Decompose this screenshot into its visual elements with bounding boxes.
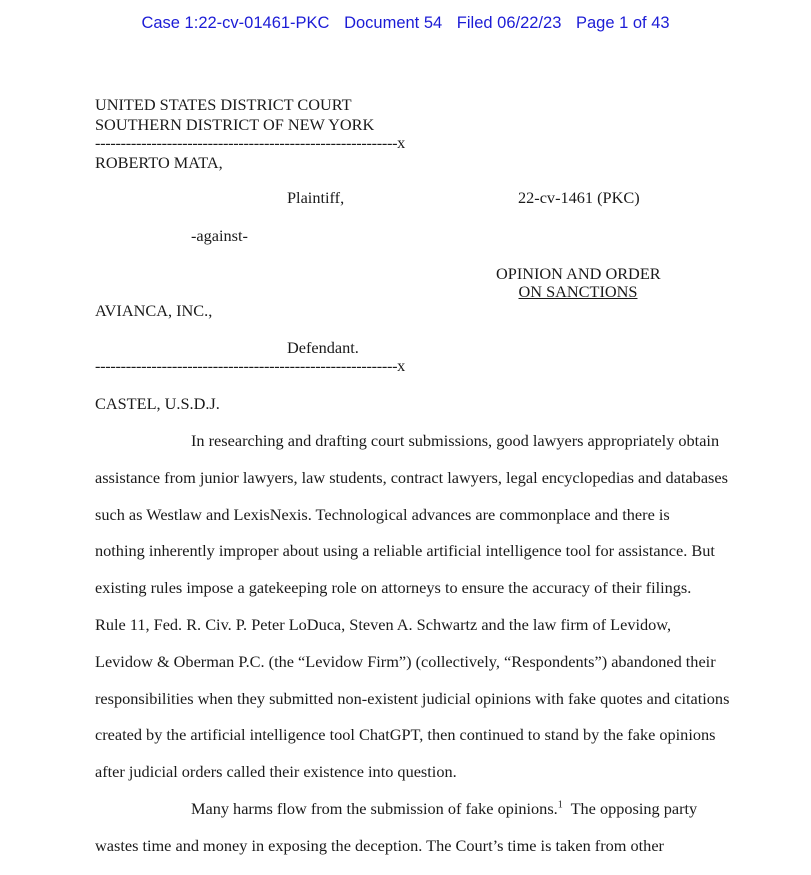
case-number: 22-cv-1461 (PKC) — [518, 188, 640, 207]
judge-name: CASTEL, U.S.D.J. — [95, 394, 220, 413]
paragraph2-text-rest: The opposing party — [562, 799, 698, 818]
body-line: responsibilities when they submitted non-existent judicial opinions with fake quotes and citations — [95, 689, 730, 708]
caption-rule-top: -----------------------------------------------------------x — [95, 133, 406, 152]
document-title-line1: OPINION AND ORDER — [496, 264, 661, 283]
body-line: In researching and drafting court submissions, good lawyers appropriately obtain — [191, 431, 720, 450]
body-line: such as Westlaw and LexisNexis. Technological advances are commonplace and there is — [95, 505, 670, 524]
paragraph2-line1 — [191, 799, 697, 819]
body-line: existing rules impose a gatekeeping role on attorneys to ensure the accuracy of their filings. — [95, 578, 692, 597]
case-number-header: Case 1:22-cv-01461-PKC — [141, 14, 330, 32]
body-line: Levidow & Oberman P.C. (the “Levidow Firm”) (collectively, “Respondents”) abandoned their — [95, 652, 716, 671]
document-number-header: Document 54 — [344, 14, 443, 32]
body-line: nothing inherently improper about using a reliable artificial intelligence tool for assistance. But — [95, 541, 715, 560]
page-number-header: Page 1 of 43 — [575, 14, 670, 32]
court-name-line1: UNITED STATES DISTRICT COURT — [95, 95, 352, 114]
body-line: assistance from junior lawyers, law students, contract lawyers, legal encyclopedias and databases — [95, 468, 728, 487]
plaintiff-role: Plaintiff, — [287, 188, 345, 207]
plaintiff-name: ROBERTO MATA, — [95, 153, 223, 172]
against-label: -against- — [191, 226, 248, 245]
defendant-name: AVIANCA, INC., — [95, 301, 213, 320]
body-line: created by the artificial intelligence tool ChatGPT, then continued to stand by the fake opinions — [95, 725, 716, 744]
body-line: Rule 11, Fed. R. Civ. P. Peter LoDuca, Steven A. Schwartz and the law firm of Levidow, — [95, 615, 672, 634]
paragraph2-line2: wastes time and money in exposing the deception. The Court’s time is taken from other — [95, 836, 664, 855]
footnote-ref[interactable]: 1 — [557, 799, 563, 811]
body-line: after judicial orders called their existence into question. — [95, 762, 457, 781]
defendant-role: Defendant. — [287, 338, 359, 357]
caption-rule-bottom: -----------------------------------------------------------x — [95, 356, 406, 375]
paragraph2-text: Many harms flow from the submission of fake opinions. — [191, 799, 558, 818]
ecf-header — [0, 14, 811, 33]
document-title-line2: ON SANCTIONS — [518, 282, 638, 301]
filed-date-header: Filed 06/22/23 — [456, 14, 562, 32]
court-name-line2: SOUTHERN DISTRICT OF NEW YORK — [95, 115, 375, 134]
